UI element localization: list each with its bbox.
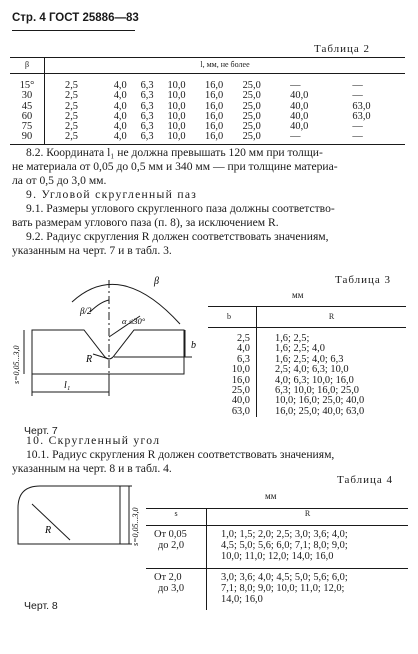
table3 <box>208 306 406 417</box>
table2-cell: 2,5 <box>65 80 78 91</box>
table3-cell-b: 16,0 <box>208 376 257 386</box>
table2-cell: — <box>352 90 363 102</box>
table3-cell-b: 2,5 <box>208 328 257 345</box>
table2-cell: 16,0 <box>205 80 224 91</box>
fig7-label-R: R <box>86 354 93 365</box>
table4-s-to: до 3,0 <box>158 582 185 594</box>
table2-cell: 25,0 <box>242 90 261 102</box>
fig7-R-leader <box>93 354 109 359</box>
table4-R-line: 7,1; 8,0; 9,0; 10,0; 11,0; 12,0; <box>221 582 345 594</box>
table4-R-line: 14,0; 16,0 <box>221 593 263 605</box>
table3-cell-b: 4,0 <box>208 344 257 354</box>
figure-8-caption: Черт. 8 <box>24 600 58 612</box>
table2-cell: — <box>280 132 338 144</box>
table2-cell: 4,0 <box>113 121 127 133</box>
para-9-2-line1: 9.2. Радиус скругления R должен соответствовать значениям, <box>26 230 329 243</box>
table2-cell: 10,0 <box>167 80 186 91</box>
table2-cell: 25,0 <box>242 80 261 91</box>
table2-cell: 40,0 <box>290 110 309 122</box>
table2-cell: 40,0 <box>290 121 309 133</box>
table2-cell: 4,0 <box>114 132 141 144</box>
table-row <box>10 132 405 144</box>
table2-cell: 2,5 <box>65 110 78 122</box>
table3-cell-R: 4,0; 6,3; 10,0; 16,0 <box>275 374 354 386</box>
table2-cell: — <box>290 80 301 91</box>
fig7-label-beta: β <box>154 276 159 287</box>
table4-cell-R <box>207 526 409 569</box>
table-row <box>208 328 406 345</box>
table-row <box>208 407 406 417</box>
table3-cell-b: 40,0 <box>208 396 257 406</box>
fig7-label-beta2: β/2 <box>80 306 92 316</box>
table2-cell-beta: 45 <box>10 102 45 112</box>
table2-cell: 4,0 <box>113 100 127 112</box>
table3-head-b: b <box>208 307 257 328</box>
para-8-2-line2: не материала от 0,05 до 0,5 мм и 340 мм — при толщине материа- <box>12 160 338 173</box>
table2-cell: 10,0 <box>167 121 186 133</box>
table2-cell: 10,0 <box>167 110 186 122</box>
para-9-1-line1: 9.1. Размеры углового скругленного паза должны соответство- <box>26 202 335 215</box>
table4-R-line: 3,0; 3,6; 4,0; 4,5; 5,0; 5,6; 6,0; <box>221 571 348 583</box>
fig7-label-alpha: α ≤30° <box>122 316 146 326</box>
table4-header-row <box>146 509 408 526</box>
table2-cell: 16,0 <box>205 100 224 112</box>
table3-unit: мм <box>292 290 304 300</box>
fig8-label-s: s=0,05...3,0 <box>131 507 140 546</box>
table2-cell: 4,0 <box>113 80 127 91</box>
table4-R-line: 10,0; 11,0; 12,0; 14,0; 16,0 <box>221 550 334 562</box>
table3-cell-R: 1,6; 2,5; 4,0 <box>275 343 325 355</box>
fig7-label-s: s=0,05...3,0 <box>12 345 21 384</box>
para-10-1-line1: 10.1. Радиус скругления R должен соответствовать значениям, <box>26 448 335 461</box>
figure-7-caption: Черт. 7 <box>24 425 58 437</box>
table2-caption: Таблица 2 <box>314 43 371 55</box>
table2-cell: 40,0 <box>290 100 309 112</box>
para-9-1-line2: вать размерам углового паза (п. 8), за исключением R. <box>12 216 279 229</box>
table2-header-row <box>10 57 405 74</box>
table2-cell: 25,0 <box>242 121 261 133</box>
fig8-plate-outline <box>18 486 120 544</box>
table2-cell: 6,3 <box>140 121 154 133</box>
table4-cell-s <box>146 568 207 610</box>
table2-cell-beta: 75 <box>10 122 45 132</box>
table2-cell: 16,0 <box>205 110 224 122</box>
table2-head-l: l, мм, не более <box>45 57 406 74</box>
figure-7-drawing <box>10 262 210 422</box>
table4-cell-s <box>146 526 207 569</box>
table2-cell-beta: 90 <box>10 132 45 144</box>
table2 <box>10 57 405 145</box>
table3-cell-b: 63,0 <box>208 407 257 417</box>
table2-head-beta: β <box>10 57 45 74</box>
table2-cell: 6,3 <box>141 132 168 144</box>
para-8-2-line3: ла от 0,5 до 3,0 мм. <box>12 174 107 187</box>
table2-cell: 6,3 <box>140 90 154 102</box>
table2-cell: 10,0 <box>167 90 186 102</box>
table2-cell: 2,5 <box>65 100 78 112</box>
table2-cell: 6,3 <box>140 80 154 91</box>
table3-caption: Таблица 3 <box>335 274 392 286</box>
table2-cell: 63,0 <box>352 110 371 122</box>
header-rule <box>12 30 135 31</box>
table2-cell: 63,0 <box>352 100 371 112</box>
table-row <box>10 74 405 92</box>
table3-cell-R: 6,3; 10,0; 16,0; 25,0 <box>275 385 359 397</box>
section-10-title: 10. Скругленный угол <box>26 434 161 447</box>
table2-cell: 2,5 <box>65 121 78 133</box>
table4 <box>146 509 408 610</box>
table2-cell: — <box>338 132 405 144</box>
table2-cell: 2,5 <box>65 90 78 102</box>
table3-cell-R: 2,5; 4,0; 6,3; 10,0 <box>275 364 349 376</box>
table2-cell: 4,0 <box>113 90 127 102</box>
table3-cell-R: 1,6; 2,5; <box>275 333 310 344</box>
table4-cell-R <box>207 568 409 610</box>
table2-cell: 10,0 <box>167 132 205 144</box>
para-10-1-line2: указанным на черт. 8 и в табл. 4. <box>12 462 172 475</box>
table4-head-R: R <box>207 509 409 526</box>
fig7-label-l1: l₁ <box>64 380 71 391</box>
section-9-title: 9. Угловой скругленный паз <box>26 188 198 201</box>
table3-cell-b: 6,3 <box>208 355 257 365</box>
table2-cell: 16,0 <box>205 121 224 133</box>
table3-cell-R: 16,0; 25,0; 40,0; 63,0 <box>275 405 365 417</box>
table4-R-line: 4,5; 5,0; 5,6; 6,0; 7,1; 8,0; 9,0; <box>221 539 348 551</box>
table2-cell-beta: 30 <box>10 91 45 101</box>
table3-header-row <box>208 307 406 328</box>
table-row <box>146 568 408 610</box>
table2-cell: 6,3 <box>140 110 154 122</box>
table-row <box>146 526 408 569</box>
table2-cell: 2,5 <box>45 132 114 144</box>
table2-cell: — <box>352 80 363 91</box>
table2-cell: 25,0 <box>242 110 261 122</box>
table2-cell: 6,3 <box>140 100 154 112</box>
table4-s-from: От 2,0 <box>154 571 182 583</box>
table3-head-R: R <box>257 307 407 328</box>
table2-cell: 25,0 <box>243 132 281 144</box>
table4-unit: мм <box>265 491 277 501</box>
fig7-label-b: b <box>191 340 196 351</box>
table3-cell-R: 10,0; 16,0; 25,0; 40,0 <box>275 395 365 407</box>
table4-head-s: s <box>146 509 207 526</box>
table3-cell-R: 1,6; 2,5; 4,0; 6,3 <box>275 353 344 365</box>
table4-R-line: 1,0; 1,5; 2,0; 2,5; 3,0; 3,6; 4,0; <box>221 529 348 540</box>
table2-cell-beta: 15° <box>10 74 45 92</box>
table2-cell: 4,0 <box>113 110 127 122</box>
table2-cell: 16,0 <box>205 132 243 144</box>
table4-caption: Таблица 4 <box>337 474 394 486</box>
table2-cell: — <box>352 121 363 133</box>
para-8-2-line1: 8.2. Координата l₁ не должна превышать 120 мм при толщи- <box>26 146 323 159</box>
fig7-plate-outline <box>32 330 184 374</box>
table2-cell-beta: 60 <box>10 112 45 122</box>
table2-cell: 25,0 <box>242 100 261 112</box>
page-header: Стр. 4 ГОСТ 25886—83 <box>12 12 139 24</box>
table2-cell: 16,0 <box>205 90 224 102</box>
table4-s-from: От 0,05 <box>154 529 187 540</box>
table3-cell-b: 10,0 <box>208 365 257 375</box>
table3-cell-b: 25,0 <box>208 386 257 396</box>
table4-s-to: до 2,0 <box>158 539 185 551</box>
fig7-beta2-arc <box>90 300 109 312</box>
para-9-2-line2: указанным на черт. 7 и в табл. 3. <box>12 244 172 257</box>
table2-cell: 40,0 <box>290 90 309 102</box>
fig8-label-R: R <box>45 525 52 536</box>
figure-8-drawing <box>10 480 144 590</box>
table2-cell: 10,0 <box>167 100 186 112</box>
